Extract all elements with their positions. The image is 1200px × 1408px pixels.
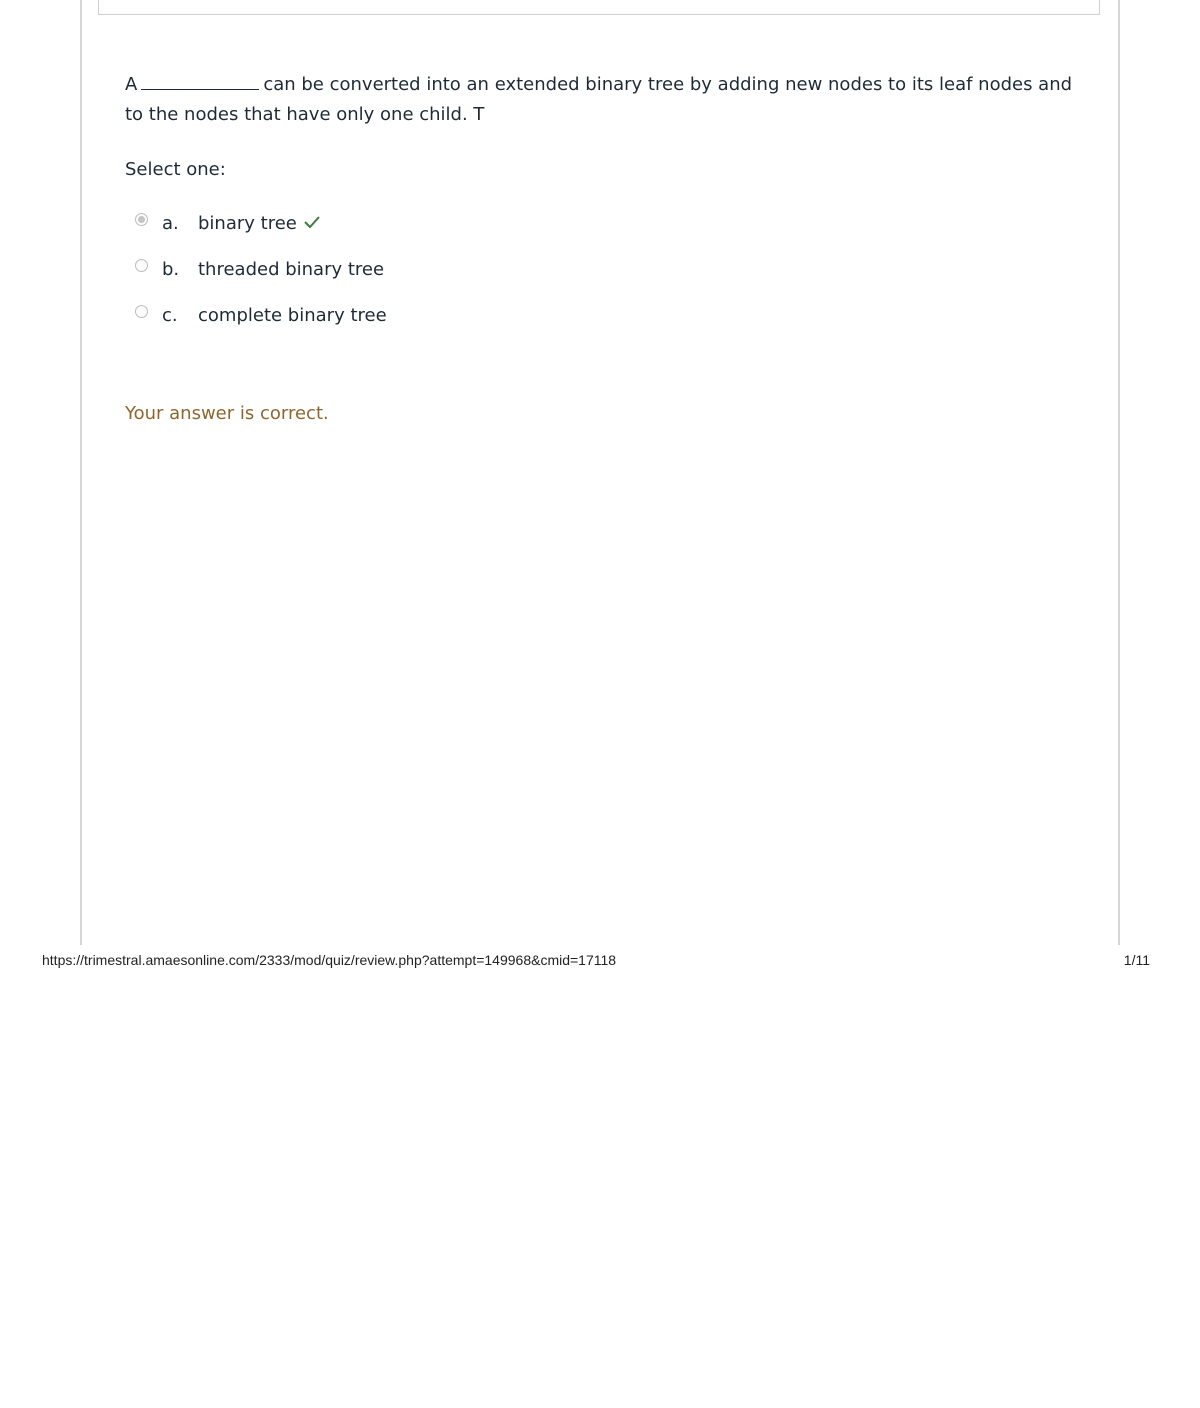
option-c[interactable]	[135, 292, 387, 338]
option-c-letter: c.	[162, 304, 178, 326]
option-a-letter: a.	[162, 212, 179, 234]
option-a-label: binary tree	[198, 212, 297, 234]
question-panel	[80, 0, 1120, 945]
question-text	[125, 70, 1080, 130]
answer-options	[135, 200, 387, 338]
feedback-message: Your answer is correct.	[125, 403, 329, 424]
question-text-before: A	[125, 74, 138, 95]
option-c-label: complete binary tree	[198, 304, 387, 326]
option-a-radio[interactable]	[135, 213, 148, 226]
option-c-radio[interactable]	[135, 305, 148, 318]
option-b-radio[interactable]	[135, 259, 148, 272]
footer-page-number: 1/11	[1123, 952, 1150, 968]
footer-url: https://trimestral.amaesonline.com/2333/mod/quiz/review.php?attempt=149968&cmid=17118	[42, 952, 617, 968]
question-text-after: can be converted into an extended binary tree by adding new nodes to its leaf nodes and to the nodes that have only one child. T	[125, 74, 1073, 125]
option-b-letter: b.	[162, 258, 180, 280]
select-prompt: Select one:	[125, 159, 226, 180]
option-a[interactable]	[135, 200, 387, 246]
option-b-label: threaded binary tree	[198, 258, 385, 280]
answer-blank	[141, 73, 259, 90]
correct-check-icon	[303, 214, 321, 233]
question-info-box	[98, 0, 1100, 15]
option-b[interactable]	[135, 246, 387, 292]
